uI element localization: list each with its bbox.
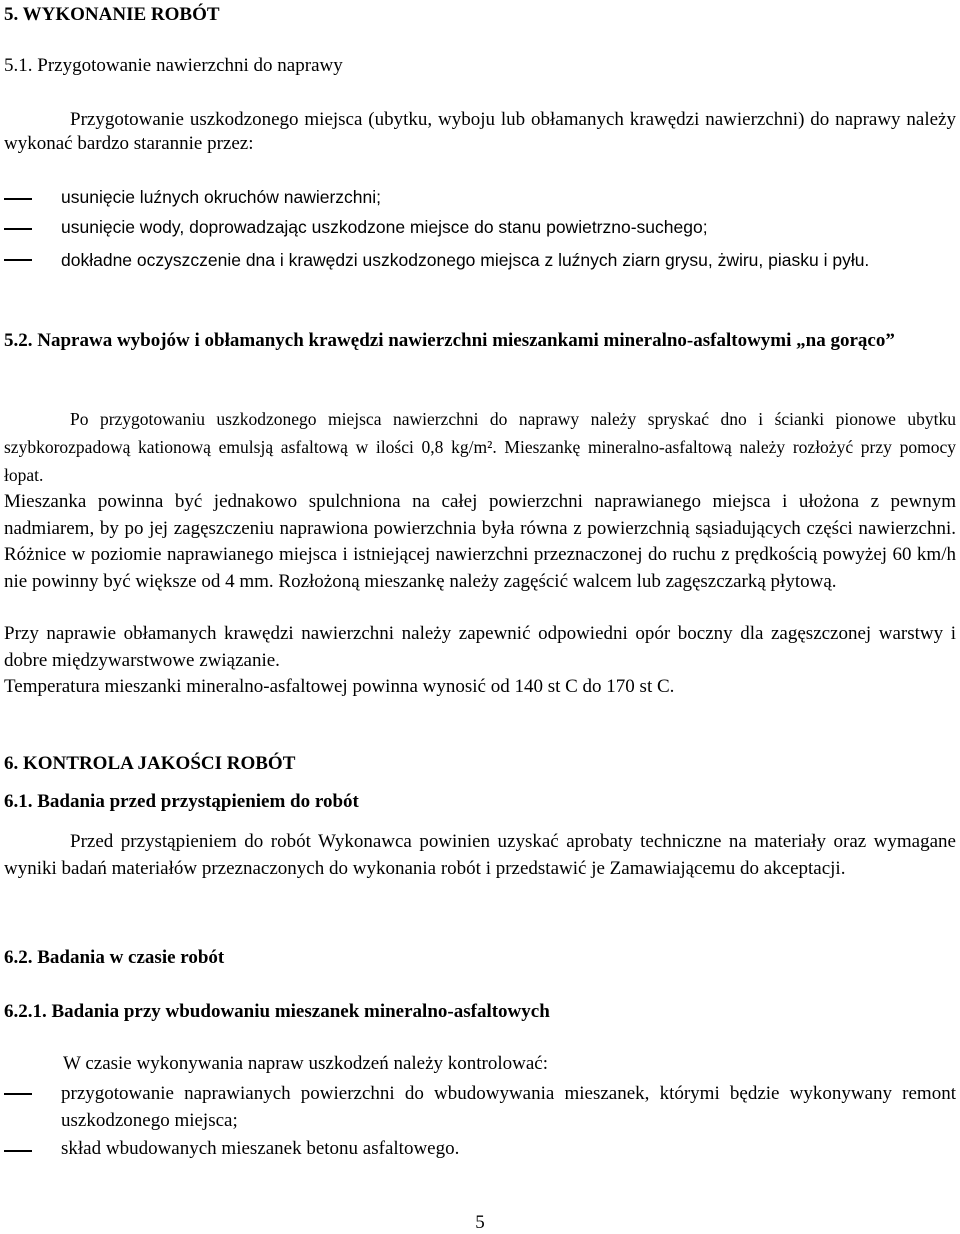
page-number: 5 <box>475 1212 485 1233</box>
section-6-1-paragraph: Przed przystąpieniem do robót Wykonawca powinien uzyskać aprobaty techniczne na materiały oraz wymagane wyniki badań materiałów przeznaczonych do wykonania robót i przedstawić je Zamawiającemu do akceptacji. <box>4 831 956 879</box>
section-5-2-paragraph-1b <box>4 489 956 595</box>
section-5-1-heading <box>4 54 343 78</box>
section-5-1-intro: Przygotowanie uszkodzonego miejsca (ubytku, wyboju lub obłamanych krawędzi nawierzchni) do naprawy należy wykonać bardzo starannie przez: <box>4 109 956 154</box>
list-item-text: przygotowanie naprawianych powierzchni do wbudowywania mieszanek, którymi będzie wykonywany remont uszkodzonego miejsca; <box>61 1083 956 1131</box>
section-5-2-paragraph-1b-text: Mieszanka powinna być jednakowo spulchniona na całej powierzchni naprawianego miejsca i ułożona z pewnym nadmiarem, by po jej zagęszczeniu naprawiona powierzchnia była równa z powierzchnią sąsiadujących części nawierzchni. Różnice w poziomie naprawianego miejsca i istniejącej nawierzchni przeznaczonej do ruchu z prędkością powyżej 60 km/h nie powinny być większe od 4 mm. Rozłożoną mieszankę należy zagęścić walcem lub zagęszczarką płytową. <box>4 491 956 592</box>
list-item <box>4 215 956 239</box>
list-item-text: skład wbudowanych mieszanek betonu asfaltowego. <box>61 1138 460 1159</box>
section-6-2-heading: 6.2. Badania w czasie robót <box>4 947 225 968</box>
section-6-2-1-heading: 6.2.1. Badania przy wbudowaniu mieszanek mineralno-asfaltowych <box>4 1001 550 1022</box>
list-item-text: usunięcie wody, doprowadzając uszkodzone miejsce do stanu powietrzno-suchego; <box>61 217 708 237</box>
section-5-1-title: 5.1. Przygotowanie nawierzchni do naprawy <box>4 55 343 76</box>
list-item <box>4 1080 956 1134</box>
list-item <box>4 246 956 274</box>
section-5-2-heading: 5.2. Naprawa wybojów i obłamanych krawędzi nawierzchni mieszankami mineralno-asfaltowymi „na gorąco” <box>4 330 895 351</box>
dash-bullet-icon <box>4 1137 36 1152</box>
section-6-1-heading: 6.1. Badania przed przystąpieniem do robót <box>4 791 359 812</box>
list-item-text: usunięcie luźnych okruchów nawierzchni; <box>61 187 382 207</box>
dash-bullet-icon <box>4 215 36 230</box>
section-5-2-paragraph-1: Po przygotowaniu uszkodzonego miejsca nawierzchni do naprawy należy spryskać dno i ścianki pionowe ubytku szybkorozpadową kationową emulsją asfaltową w ilości 0,8 kg/m². Mieszankę mineralno-asfaltową należy rozłożyć przy pomocy łopat. <box>4 409 956 485</box>
dash-bullet-icon <box>4 1080 36 1095</box>
list-item <box>4 1137 956 1161</box>
list-item-text: dokładne oczyszczenie dna i krawędzi uszkodzonego miejsca z luźnych ziarn grysu, żwiru, piasku i pyłu. <box>61 250 870 270</box>
section-6-2-1-intro: W czasie wykonywania napraw uszkodzeń należy kontrolować: <box>63 1053 549 1074</box>
list-item <box>4 185 956 209</box>
section-6-heading: 6. KONTROLA JAKOŚCI ROBÓT <box>4 753 296 774</box>
dash-bullet-icon <box>4 246 36 261</box>
section-5-2-paragraph-2: Przy naprawie obłamanych krawędzi nawierzchni należy zapewnić odpowiedni opór boczny dla zagęszczonej warstwy i dobre międzywarstwowe związanie. <box>4 623 956 671</box>
section-5-2-paragraph-3: Temperatura mieszanki mineralno-asfaltowej powinna wynosić od 140 st C do 170 st C. <box>4 676 675 697</box>
dash-bullet-icon <box>4 185 36 200</box>
section-5-heading: 5. WYKONANIE ROBÓT <box>4 4 220 25</box>
